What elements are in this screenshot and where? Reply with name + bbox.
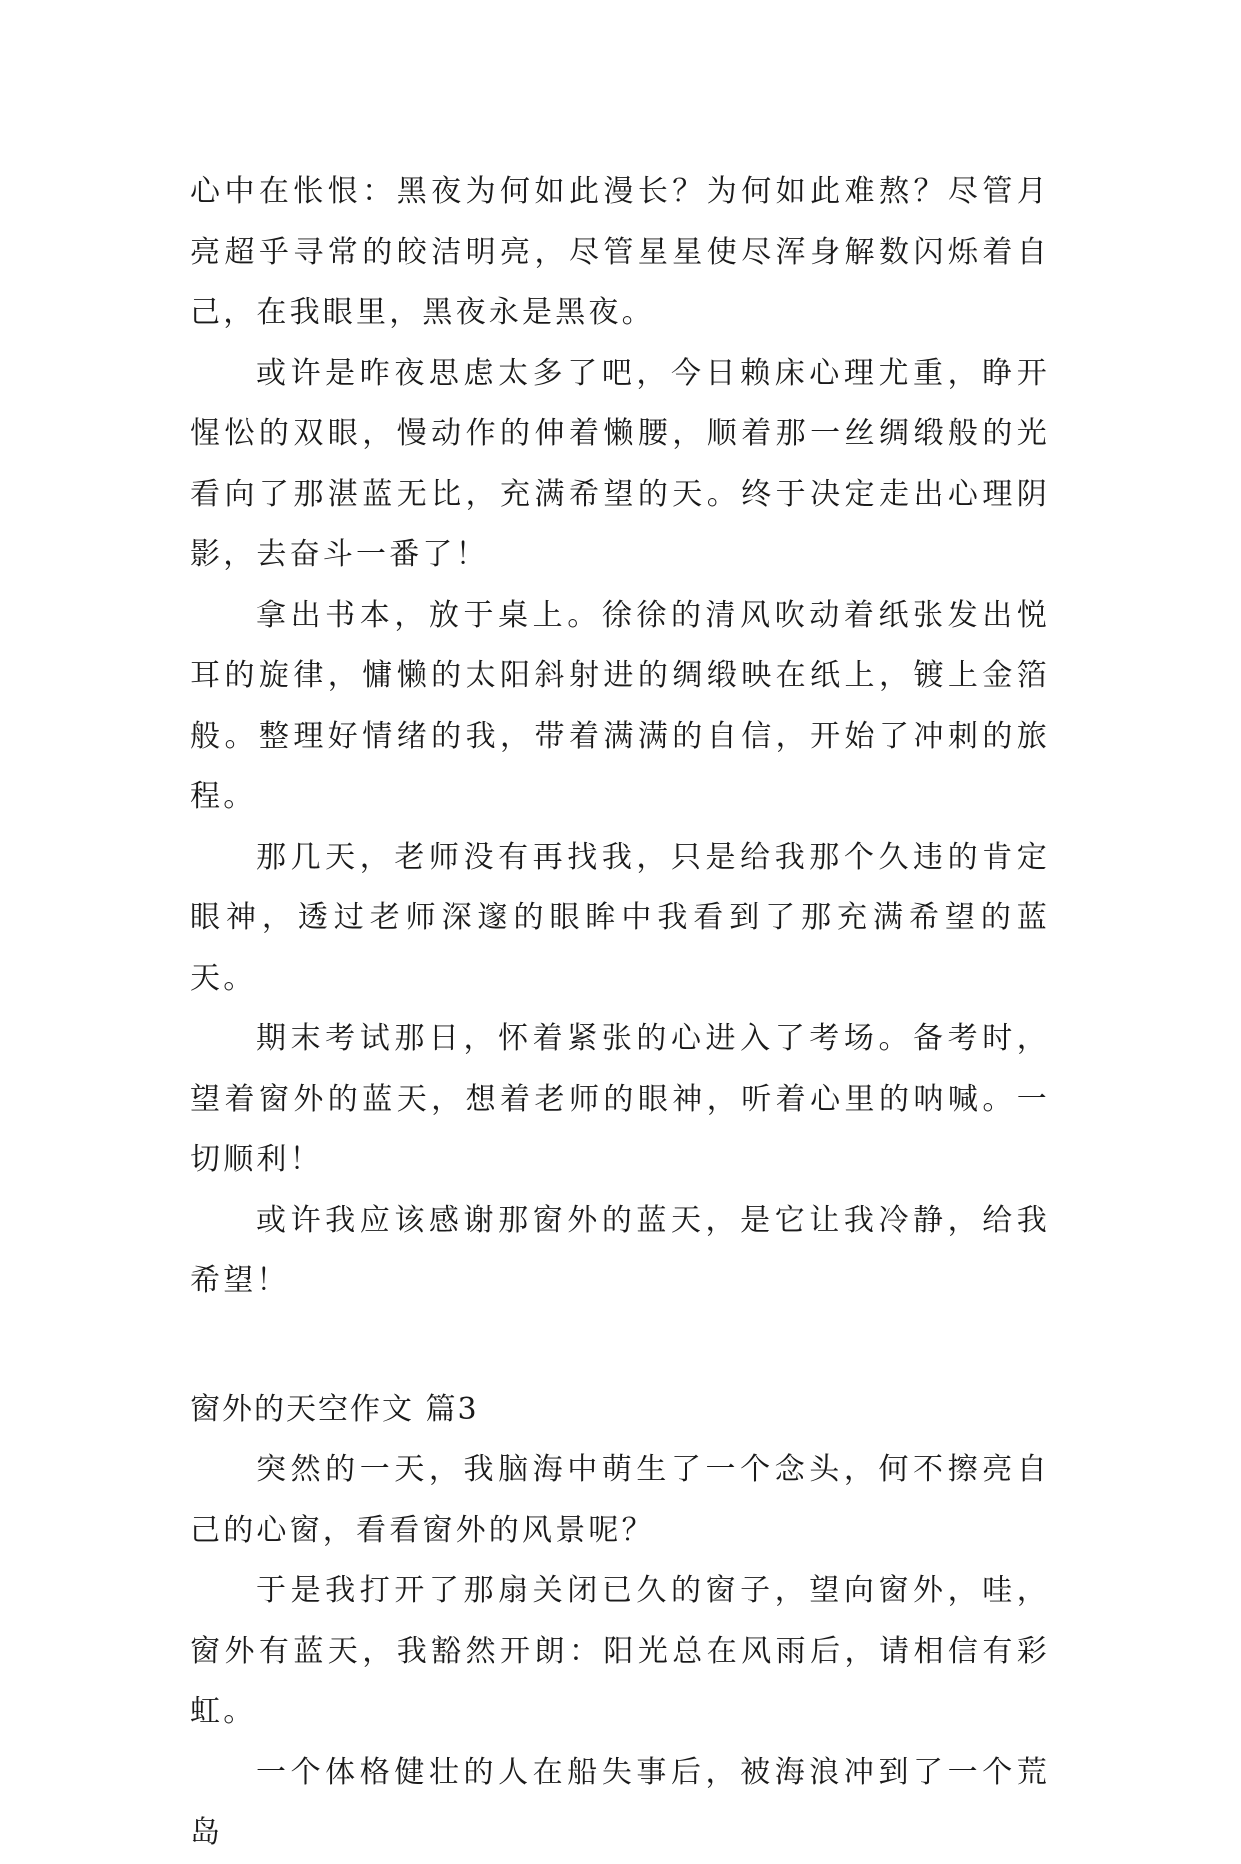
- paragraph: 于是我打开了那扇关闭已久的窗子，望向窗外，哇，窗外有蓝天，我豁然开朗：阳光总在风雨后，请相信有彩虹。: [190, 1573, 1050, 1729]
- section-heading: 窗外的天空作文 篇3: [190, 1391, 479, 1427]
- paragraph: 期末考试那日，怀着紧张的心进入了考场。备考时，望着窗外的蓝天，想着老师的眼神，听着心里的呐喊。一切顺利！: [190, 1021, 1050, 1177]
- paragraph: 那几天，老师没有再找我，只是给我那个久违的肯定眼神，透过老师深邃的眼眸中我看到了那充满希望的蓝天。: [190, 839, 1050, 996]
- paragraph: 或许我应该感谢那窗外的蓝天，是它让我冷静，给我希望！: [190, 1202, 1050, 1298]
- paragraph: 突然的一天，我脑海中萌生了一个念头，何不擦亮自己的心窗，看看窗外的风景呢？: [190, 1452, 1050, 1548]
- document-body: [190, 162, 1050, 1864]
- paragraph-continuation: 心中在怅恨：黑夜为何如此漫长？为何如此难熬？尽管月亮超乎寻常的皎洁明亮，尽管星星使尽浑身解数闪烁着自己，在我眼里，黑夜永是黑夜。: [190, 174, 1050, 330]
- paragraph: 拿出书本，放于桌上。徐徐的清风吹动着纸张发出悦耳的旋律，慵懒的太阳斜射进的绸缎映在纸上，镀上金箔般。整理好情绪的我，带着满满的自信，开始了冲刺的旅程。: [190, 597, 1050, 814]
- paragraph: 或许是昨夜思虑太多了吧，今日赖床心理尤重，睁开惺忪的双眼，慢动作的伸着懒腰，顺着那一丝绸缎般的光看向了那湛蓝无比，充满希望的天。终于决定走出心理阴影，去奋斗一番了！: [190, 355, 1050, 572]
- paragraph: 一个体格健壮的人在船失事后，被海浪冲到了一个荒岛: [190, 1754, 1050, 1850]
